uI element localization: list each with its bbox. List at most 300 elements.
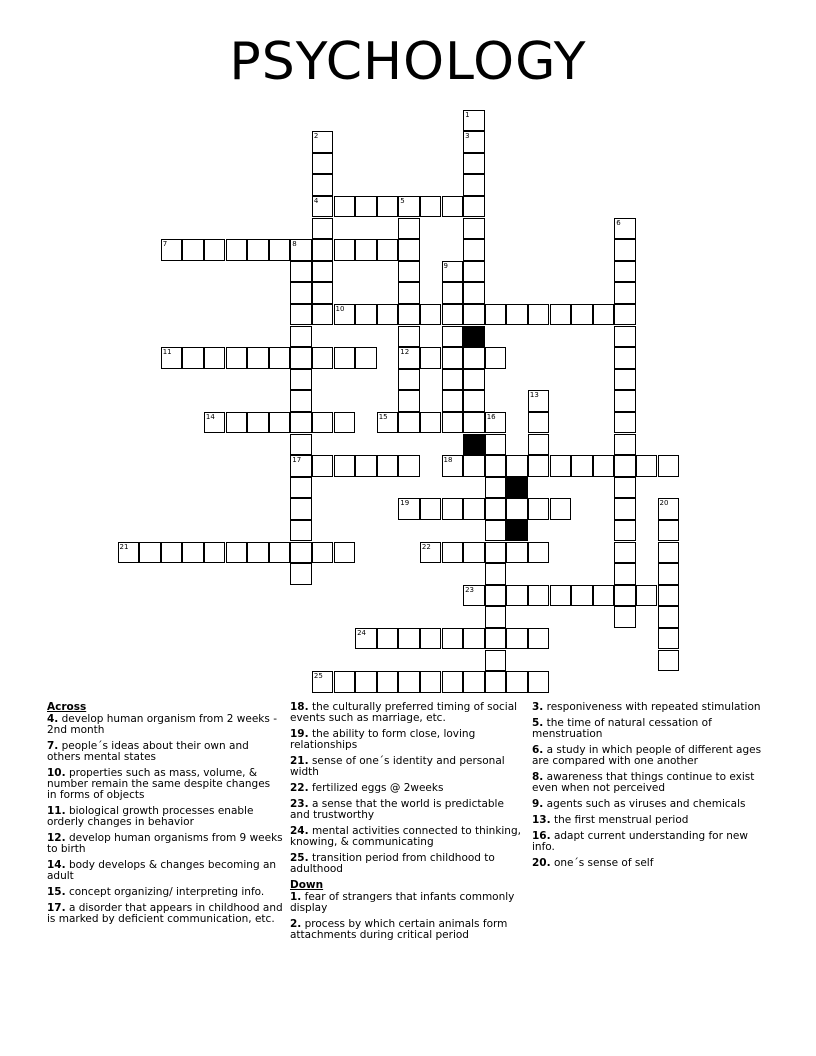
- grid-cell[interactable]: [398, 261, 420, 283]
- grid-cell[interactable]: [442, 542, 464, 564]
- grid-cell[interactable]: [182, 239, 204, 261]
- grid-cell[interactable]: [506, 671, 528, 693]
- clue-item: [532, 858, 768, 869]
- grid-cell[interactable]: [355, 239, 377, 261]
- grid-cell[interactable]: [312, 261, 334, 283]
- grid-cell[interactable]: [614, 455, 636, 477]
- clue-item: [532, 772, 768, 794]
- clue-number: 19: [400, 499, 410, 508]
- clue-number: 24: [357, 628, 367, 637]
- grid-cell[interactable]: [614, 412, 636, 434]
- grid-cell[interactable]: [355, 671, 377, 693]
- grid-cell[interactable]: [442, 671, 464, 693]
- grid-cell[interactable]: [528, 628, 550, 650]
- grid-cell[interactable]: [312, 174, 334, 196]
- grid-cell[interactable]: [355, 304, 377, 326]
- grid-cell[interactable]: [398, 239, 420, 261]
- grid-cell[interactable]: [506, 498, 528, 520]
- grid-cell[interactable]: [463, 628, 485, 650]
- grid-cell[interactable]: [269, 239, 291, 261]
- grid-cell[interactable]: [658, 606, 680, 628]
- grid-cell[interactable]: [614, 261, 636, 283]
- clue-item-number: 24.: [290, 825, 309, 837]
- grid-cell[interactable]: [312, 282, 334, 304]
- grid-cell[interactable]: [485, 347, 507, 369]
- grid-cell[interactable]: [442, 326, 464, 348]
- grid-cell[interactable]: [658, 563, 680, 585]
- clue-number: 21: [119, 542, 129, 551]
- grid-cell[interactable]: [485, 520, 507, 542]
- across-clue-list-cont: [290, 702, 526, 875]
- clue-item-text: concept organizing/ interpreting info.: [65, 886, 265, 898]
- grid-cell[interactable]: [139, 542, 161, 564]
- grid-cell[interactable]: [463, 455, 485, 477]
- grid-cell[interactable]: [334, 412, 356, 434]
- grid-cell[interactable]: [226, 239, 248, 261]
- grid-cell[interactable]: [550, 585, 572, 607]
- grid-cell[interactable]: [463, 542, 485, 564]
- grid-cell[interactable]: [485, 671, 507, 693]
- grid-cell[interactable]: [442, 390, 464, 412]
- grid-cell-black: [463, 326, 485, 348]
- grid-cell[interactable]: [463, 131, 485, 153]
- grid-cell[interactable]: [442, 628, 464, 650]
- clue-number: 25: [313, 672, 323, 681]
- grid-cell[interactable]: [528, 434, 550, 456]
- grid-cell[interactable]: [290, 239, 312, 261]
- grid-cell[interactable]: [571, 304, 593, 326]
- grid-cell[interactable]: [290, 477, 312, 499]
- grid-cell[interactable]: [226, 542, 248, 564]
- clue-item: [47, 860, 283, 882]
- clue-item-number: 17.: [47, 902, 66, 914]
- clue-item: [290, 702, 526, 724]
- clue-item-number: 7.: [47, 740, 59, 752]
- grid-cell[interactable]: [614, 369, 636, 391]
- grid-cell[interactable]: [463, 304, 485, 326]
- grid-cell[interactable]: [398, 282, 420, 304]
- grid-cell[interactable]: [463, 282, 485, 304]
- grid-cell[interactable]: [528, 671, 550, 693]
- grid-cell[interactable]: [247, 347, 269, 369]
- grid-cell[interactable]: [204, 542, 226, 564]
- grid-cell[interactable]: [290, 563, 312, 585]
- clue-item-number: 13.: [532, 814, 551, 826]
- down-header: Down: [290, 879, 324, 891]
- grid-cell[interactable]: [398, 412, 420, 434]
- grid-cell[interactable]: [161, 239, 183, 261]
- clue-item-text: develop human organisms from 9 weeks to birth: [47, 832, 283, 855]
- grid-cell[interactable]: [420, 347, 442, 369]
- clue-item: [532, 799, 768, 810]
- grid-cell[interactable]: [269, 347, 291, 369]
- clue-item-text: the culturally preferred timing of social events such as marriage, etc.: [290, 701, 518, 724]
- grid-cell[interactable]: [312, 455, 334, 477]
- grid-cell[interactable]: [290, 498, 312, 520]
- clue-item-text: develop human organism from 2 weeks - 2nd month: [47, 713, 277, 736]
- grid-cell[interactable]: [355, 628, 377, 650]
- grid-cell[interactable]: [614, 434, 636, 456]
- grid-cell[interactable]: [636, 455, 658, 477]
- clue-number: 9: [443, 261, 448, 270]
- grid-cell[interactable]: [355, 455, 377, 477]
- grid-cell[interactable]: [247, 412, 269, 434]
- grid-cell[interactable]: [463, 153, 485, 175]
- grid-cell[interactable]: [636, 585, 658, 607]
- clue-item-text: awareness that things continue to exist even when not perceived: [532, 771, 755, 794]
- grid-cell[interactable]: [420, 671, 442, 693]
- grid-cell[interactable]: [463, 369, 485, 391]
- grid-cell[interactable]: [614, 542, 636, 564]
- clue-item-text: fertilized eggs @ 2weeks: [308, 782, 444, 794]
- grid-cell[interactable]: [312, 239, 334, 261]
- clue-number: 1: [465, 110, 470, 119]
- grid-cell[interactable]: [614, 477, 636, 499]
- grid-cell[interactable]: [485, 563, 507, 585]
- grid-cell-black: [463, 434, 485, 456]
- clue-item-text: one´s sense of self: [550, 857, 654, 869]
- clue-item-number: 4.: [47, 713, 59, 725]
- grid-cell[interactable]: [334, 542, 356, 564]
- clue-item: [290, 756, 526, 778]
- clue-item: [47, 833, 283, 855]
- grid-cell[interactable]: [614, 304, 636, 326]
- grid-cell[interactable]: [377, 455, 399, 477]
- grid-cell[interactable]: [377, 671, 399, 693]
- grid-cell[interactable]: [442, 304, 464, 326]
- clue-item-text: properties such as mass, volume, & number remain the same despite changes in forms of objects: [47, 767, 271, 801]
- grid-cell[interactable]: [463, 196, 485, 218]
- grid-cell[interactable]: [398, 390, 420, 412]
- grid-cell[interactable]: [658, 585, 680, 607]
- clue-item: [47, 806, 283, 828]
- grid-cell[interactable]: [204, 347, 226, 369]
- grid-cell[interactable]: [463, 110, 485, 132]
- clue-number: 4: [313, 196, 319, 205]
- clue-item-number: 22.: [290, 782, 309, 794]
- clue-item-number: 21.: [290, 755, 309, 767]
- grid-cell[interactable]: [571, 585, 593, 607]
- grid-cell[interactable]: [290, 455, 312, 477]
- grid-cell[interactable]: [398, 347, 420, 369]
- grid-cell[interactable]: [290, 282, 312, 304]
- grid-cell[interactable]: [485, 498, 507, 520]
- grid-cell[interactable]: [398, 218, 420, 240]
- clue-item-number: 8.: [532, 771, 544, 783]
- clue-item-text: biological growth processes enable orderly changes in behavior: [47, 805, 254, 828]
- grid-cell[interactable]: [398, 671, 420, 693]
- clue-item-number: 15.: [47, 886, 66, 898]
- grid-cell[interactable]: [420, 628, 442, 650]
- clue-number: 6: [616, 218, 621, 227]
- grid-cell[interactable]: [614, 218, 636, 240]
- clue-number: 18: [443, 456, 453, 465]
- grid-cell[interactable]: [161, 347, 183, 369]
- grid-cell[interactable]: [334, 196, 356, 218]
- clue-item-number: 14.: [47, 859, 66, 871]
- grid-cell[interactable]: [420, 412, 442, 434]
- grid-cell[interactable]: [506, 455, 528, 477]
- clue-item-text: transition period from childhood to adulthood: [290, 852, 495, 875]
- grid-cell[interactable]: [204, 412, 226, 434]
- clue-number: 2: [313, 132, 319, 141]
- clue-item: [532, 831, 768, 853]
- clue-item: [532, 745, 768, 767]
- grid-cell[interactable]: [247, 542, 269, 564]
- grid-cell[interactable]: [550, 304, 572, 326]
- grid-cell[interactable]: [485, 650, 507, 672]
- grid-cell[interactable]: [312, 671, 334, 693]
- grid-cell[interactable]: [550, 455, 572, 477]
- grid-cell-black: [506, 520, 528, 542]
- clue-item-text: body develops & changes becoming an adult: [47, 859, 277, 882]
- grid-cell[interactable]: [485, 412, 507, 434]
- grid-cell[interactable]: [398, 369, 420, 391]
- clue-item-text: a disorder that appears in childhood and is marked by deficient communication, etc.: [47, 902, 283, 925]
- grid-cell[interactable]: [182, 542, 204, 564]
- grid-cell[interactable]: [442, 369, 464, 391]
- grid-cell[interactable]: [528, 390, 550, 412]
- grid-cell[interactable]: [290, 326, 312, 348]
- grid-cell[interactable]: [463, 671, 485, 693]
- grid-cell[interactable]: [226, 347, 248, 369]
- across-header: Across: [47, 701, 87, 713]
- grid-cell[interactable]: [614, 606, 636, 628]
- grid-cell[interactable]: [463, 347, 485, 369]
- grid-cell[interactable]: [312, 542, 334, 564]
- grid-cell[interactable]: [334, 239, 356, 261]
- clue-item: [47, 887, 283, 898]
- clue-item-text: people´s ideas about their own and others mental states: [47, 740, 249, 763]
- clue-item: [290, 799, 526, 821]
- grid-cell[interactable]: [398, 498, 420, 520]
- grid-cell[interactable]: [312, 196, 334, 218]
- grid-cell[interactable]: [182, 347, 204, 369]
- grid-cell[interactable]: [593, 455, 615, 477]
- grid-cell[interactable]: [463, 239, 485, 261]
- grid-cell[interactable]: [463, 390, 485, 412]
- grid-cell[interactable]: [528, 455, 550, 477]
- grid-cell[interactable]: [420, 498, 442, 520]
- grid-cell[interactable]: [528, 498, 550, 520]
- grid-cell[interactable]: [614, 347, 636, 369]
- clue-number: 8: [292, 240, 297, 249]
- grid-cell[interactable]: [658, 520, 680, 542]
- grid-cell[interactable]: [528, 412, 550, 434]
- clue-item: [532, 718, 768, 740]
- grid-cell[interactable]: [334, 347, 356, 369]
- grid-cell[interactable]: [485, 455, 507, 477]
- grid-cell[interactable]: [312, 153, 334, 175]
- grid-cell[interactable]: [463, 498, 485, 520]
- grid-cell[interactable]: [593, 304, 615, 326]
- clue-item-text: the ability to form close, loving relationships: [290, 728, 476, 751]
- page-title: PSYCHOLOGY: [229, 32, 587, 92]
- grid-cell[interactable]: [614, 498, 636, 520]
- clue-item-text: the first menstrual period: [550, 814, 689, 826]
- clue-number: 13: [529, 391, 539, 400]
- grid-cell[interactable]: [420, 542, 442, 564]
- clue-item-number: 3.: [532, 701, 544, 713]
- clue-number: 23: [465, 585, 475, 594]
- grid-cell[interactable]: [290, 412, 312, 434]
- grid-cell[interactable]: [442, 261, 464, 283]
- grid-cell[interactable]: [442, 498, 464, 520]
- grid-cell[interactable]: [506, 628, 528, 650]
- grid-cell[interactable]: [247, 239, 269, 261]
- grid-cell[interactable]: [485, 585, 507, 607]
- grid-cell[interactable]: [334, 455, 356, 477]
- grid-cell[interactable]: [485, 542, 507, 564]
- clues-column-1: [47, 702, 283, 930]
- clue-item: [290, 783, 526, 794]
- grid-cell[interactable]: [398, 326, 420, 348]
- clue-item-number: 23.: [290, 798, 309, 810]
- grid-cell[interactable]: [290, 434, 312, 456]
- grid-cell[interactable]: [658, 650, 680, 672]
- grid-cell[interactable]: [485, 628, 507, 650]
- clue-item-text: the time of natural cessation of menstruation: [532, 717, 712, 740]
- grid-cell[interactable]: [614, 520, 636, 542]
- grid-cell[interactable]: [463, 261, 485, 283]
- clue-item: [532, 702, 768, 713]
- grid-cell[interactable]: [528, 585, 550, 607]
- grid-cell[interactable]: [442, 412, 464, 434]
- grid-cell[interactable]: [312, 347, 334, 369]
- clue-item-number: 1.: [290, 891, 302, 903]
- grid-cell[interactable]: [485, 304, 507, 326]
- grid-cell[interactable]: [377, 239, 399, 261]
- clue-item: [290, 853, 526, 875]
- clue-item-number: 18.: [290, 701, 309, 713]
- grid-cell[interactable]: [312, 131, 334, 153]
- grid-cell[interactable]: [485, 434, 507, 456]
- grid-cell[interactable]: [312, 218, 334, 240]
- clue-item-text: responiveness with repeated stimulation: [543, 701, 761, 713]
- clue-item-text: adapt current understanding for new info.: [532, 830, 748, 853]
- grid-cell[interactable]: [528, 304, 550, 326]
- grid-cell[interactable]: [290, 390, 312, 412]
- clue-item: [290, 919, 526, 941]
- clue-number: 12: [400, 348, 410, 357]
- clue-item-number: 9.: [532, 798, 544, 810]
- clue-number: 3: [465, 132, 470, 141]
- clue-number: 22: [421, 542, 431, 551]
- grid-cell[interactable]: [398, 628, 420, 650]
- clue-number: 20: [659, 499, 669, 508]
- clues-column-3: [532, 702, 768, 874]
- grid-cell[interactable]: [355, 196, 377, 218]
- clue-item: [290, 729, 526, 751]
- grid-cell[interactable]: [355, 347, 377, 369]
- grid-cell[interactable]: [658, 628, 680, 650]
- grid-cell-black: [506, 477, 528, 499]
- clue-item-number: 19.: [290, 728, 309, 740]
- grid-cell[interactable]: [614, 390, 636, 412]
- clue-item: [47, 768, 283, 801]
- grid-cell[interactable]: [506, 304, 528, 326]
- grid-cell[interactable]: [334, 304, 356, 326]
- grid-cell[interactable]: [377, 304, 399, 326]
- clue-number: 16: [486, 412, 496, 421]
- grid-cell[interactable]: [658, 542, 680, 564]
- clue-number: 7: [162, 240, 168, 249]
- grid-cell[interactable]: [398, 455, 420, 477]
- grid-cell[interactable]: [593, 585, 615, 607]
- grid-cell[interactable]: [506, 542, 528, 564]
- grid-cell[interactable]: [528, 542, 550, 564]
- grid-cell[interactable]: [161, 542, 183, 564]
- grid-cell[interactable]: [614, 282, 636, 304]
- grid-cell[interactable]: [377, 628, 399, 650]
- grid-cell[interactable]: [226, 412, 248, 434]
- grid-cell[interactable]: [269, 412, 291, 434]
- grid-cell[interactable]: [506, 585, 528, 607]
- clue-item: [47, 741, 283, 763]
- grid-cell[interactable]: [442, 455, 464, 477]
- clue-number: 14: [205, 412, 215, 421]
- grid-cell[interactable]: [614, 326, 636, 348]
- clue-item-number: 2.: [290, 918, 302, 930]
- grid-cell[interactable]: [658, 498, 680, 520]
- grid-cell[interactable]: [204, 239, 226, 261]
- clue-item-number: 12.: [47, 832, 66, 844]
- clue-item-text: fear of strangers that infants commonly display: [290, 891, 515, 914]
- grid-cell[interactable]: [658, 455, 680, 477]
- grid-cell[interactable]: [290, 347, 312, 369]
- grid-cell[interactable]: [463, 174, 485, 196]
- grid-cell[interactable]: [290, 542, 312, 564]
- clue-item-text: agents such as viruses and chemicals: [543, 798, 746, 810]
- grid-cell[interactable]: [614, 563, 636, 585]
- grid-cell[interactable]: [312, 412, 334, 434]
- grid-cell[interactable]: [398, 304, 420, 326]
- grid-cell[interactable]: [442, 347, 464, 369]
- grid-cell[interactable]: [463, 218, 485, 240]
- grid-cell[interactable]: [290, 304, 312, 326]
- clue-number: 5: [400, 196, 405, 205]
- grid-cell[interactable]: [377, 412, 399, 434]
- grid-cell[interactable]: [485, 477, 507, 499]
- grid-cell[interactable]: [420, 304, 442, 326]
- grid-cell[interactable]: [334, 671, 356, 693]
- grid-cell[interactable]: [442, 282, 464, 304]
- grid-cell[interactable]: [420, 196, 442, 218]
- grid-cell[interactable]: [377, 196, 399, 218]
- grid-cell[interactable]: [550, 498, 572, 520]
- grid-cell[interactable]: [442, 196, 464, 218]
- grid-cell[interactable]: [290, 520, 312, 542]
- clues-column-2: [290, 702, 526, 946]
- grid-cell[interactable]: [312, 304, 334, 326]
- clue-item-number: 6.: [532, 744, 544, 756]
- grid-cell[interactable]: [614, 239, 636, 261]
- clue-item-number: 25.: [290, 852, 309, 864]
- grid-cell[interactable]: [269, 542, 291, 564]
- grid-cell[interactable]: [571, 455, 593, 477]
- grid-cell[interactable]: [614, 585, 636, 607]
- grid-cell[interactable]: [463, 585, 485, 607]
- grid-cell[interactable]: [118, 542, 140, 564]
- grid-cell[interactable]: [290, 261, 312, 283]
- clue-item-number: 10.: [47, 767, 66, 779]
- grid-cell[interactable]: [290, 369, 312, 391]
- clue-item-text: a sense that the world is predictable and trustworthy: [290, 798, 504, 821]
- grid-cell[interactable]: [485, 606, 507, 628]
- grid-cell[interactable]: [463, 412, 485, 434]
- grid-cell[interactable]: [398, 196, 420, 218]
- down-clue-list-cont: [532, 702, 768, 869]
